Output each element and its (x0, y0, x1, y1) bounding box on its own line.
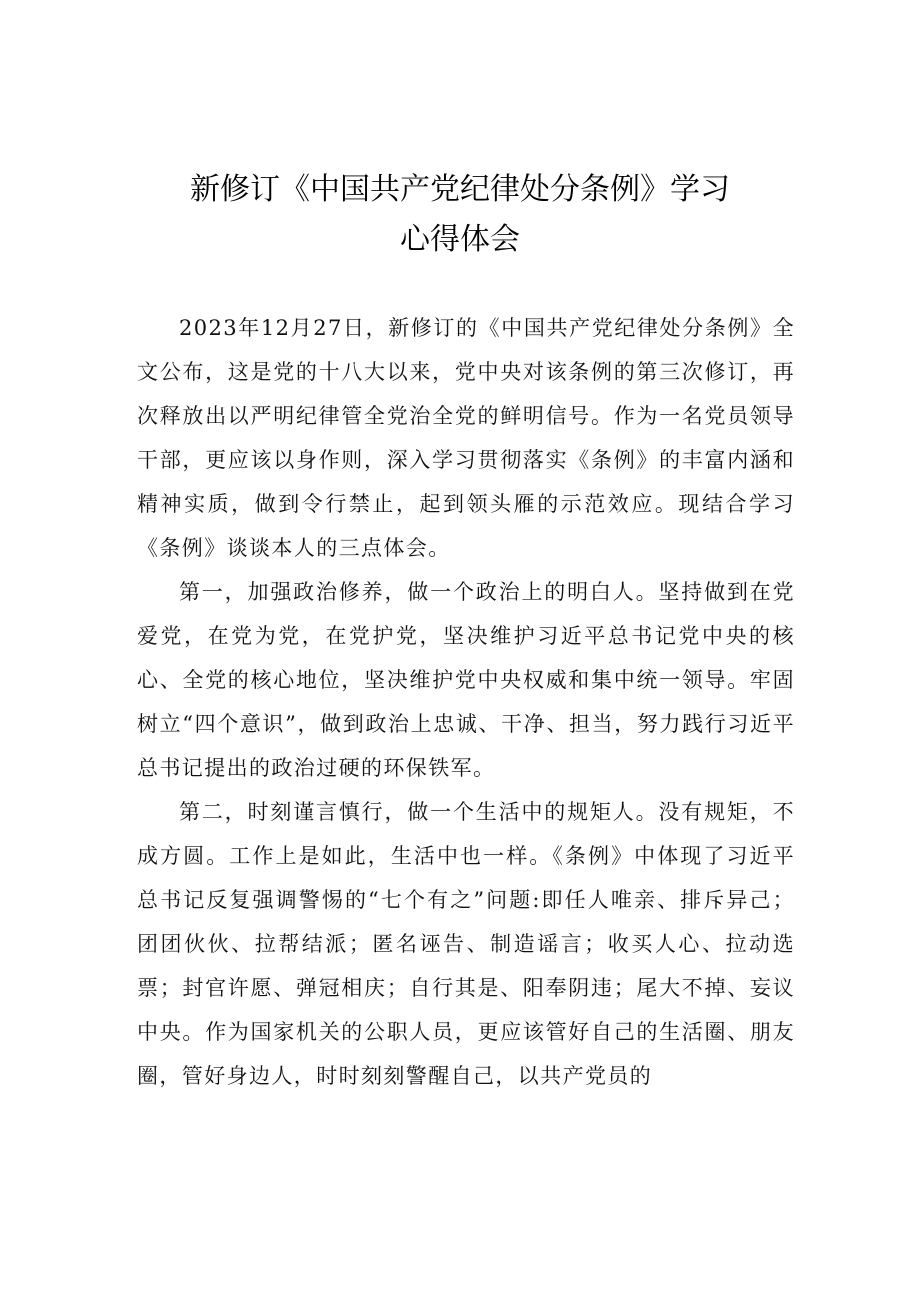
paragraph-first-point: 第一，加强政治修养，做一个政治上的明白人。坚持做到在党爱党，在党为党，在党护党，坚决维护习近平总书记党中央的核心、全党的核心地位，坚决维护党中央权威和集中统一领导。牢固树立“四个意识”，做到政治上忠诚、干净、担当，努力践行习近平总书记提出的政治过硬的环保铁军。 (137, 580, 795, 780)
paragraph-intro: 2023年12月27日，新修订的《中国共产党纪律处分条例》全文公布，这是党的十八大以来，党中央对该条例的第三次修订，再次释放出以严明纪律管全党治全党的鲜明信号。作为一名党员领导干部，更应该以身作则，深入学习贯彻落实《条例》的丰富内涵和精神实质，做到令行禁止，起到领头雁的示范效应。现结合学习《条例》谈谈本人的三点体会。 (137, 316, 795, 560)
paragraph-second-point: 第二，时刻谨言慎行，做一个生活中的规矩人。没有规矩，不成方圆。工作上是如此，生活中也一样。《条例》中体现了习近平总书记反复强调警惕的“七个有之”问题:即任人唯亲、排斥异己；团团伙伙、拉帮结派；匿名诬告、制造谣言；收买人心、拉动选票；封官许愿、弹冠相庆；自行其是、阳奉阴违；尾大不掉、妄议中央。作为国家机关的公职人员，更应该管好自己的生活圈、朋友圈，管好身边人，时时刻刻警醒自己，以共产党员的 (137, 800, 795, 1088)
document-title-line-1: 新修订《中国共产党纪律处分条例》学习 (190, 172, 730, 207)
document-body (137, 306, 795, 1098)
document-title-line-2: 心得体会 (400, 222, 520, 257)
